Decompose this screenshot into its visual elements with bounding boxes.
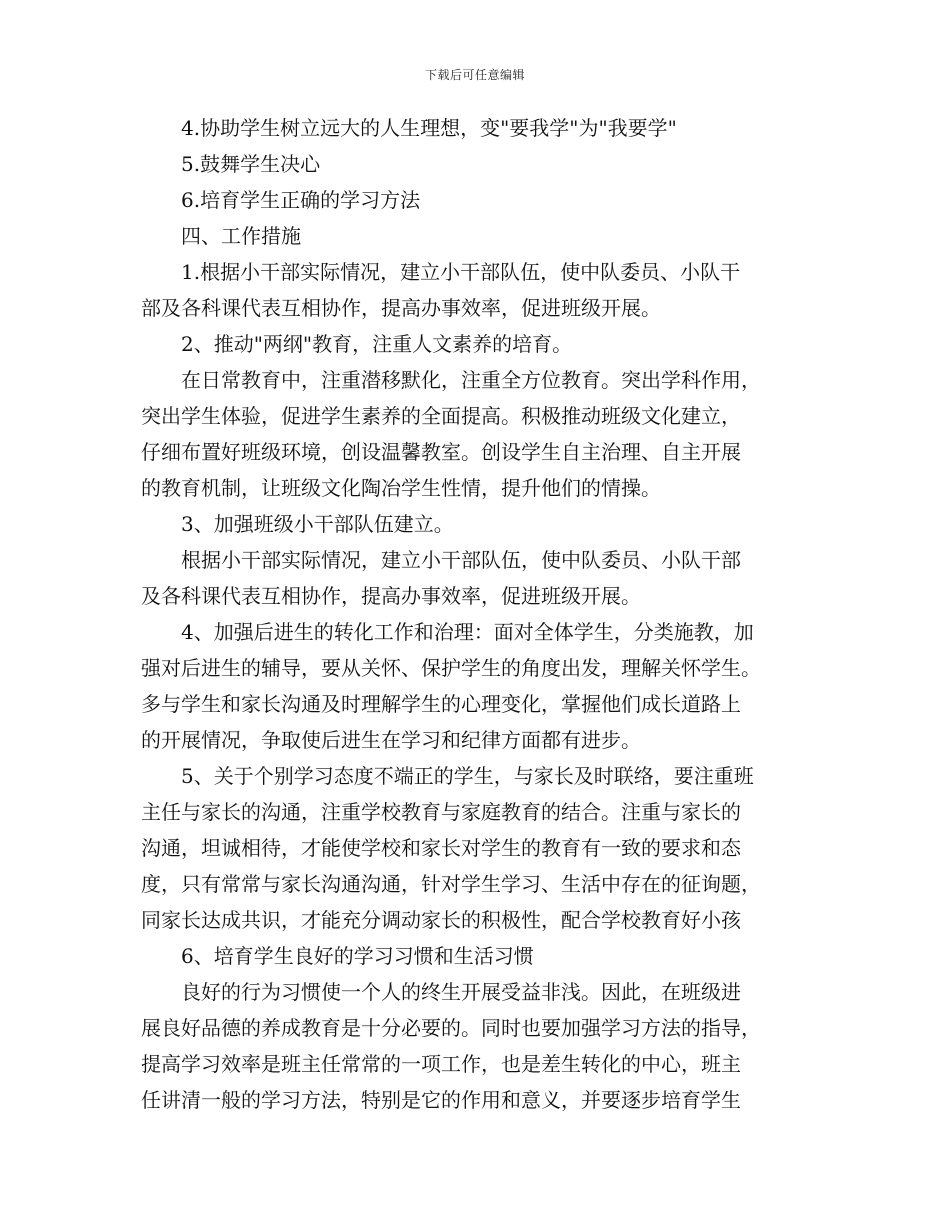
text-line: 根据小干部实际情况，建立小干部队伍，使中队委员、小队干部 bbox=[181, 548, 741, 572]
text-line: 的教育机制，让班级文化陶冶学生性情，提升他们的情操。 bbox=[141, 476, 661, 500]
text-line: 部及各科课代表互相协作，提高办事效率，促进班级开展。 bbox=[141, 296, 661, 320]
text-line: 任讲清一般的学习方法，特别是它的作用和意义，并要逐步培育学生 bbox=[141, 1088, 741, 1112]
text-line: 及各科课代表互相协作，提高办事效率，促进班级开展。 bbox=[141, 584, 641, 608]
page-header: 下载后可任意编辑 bbox=[424, 68, 525, 82]
text-line: 1.根据小干部实际情况，建立小干部队伍，使中队委员、小队干 bbox=[181, 260, 741, 284]
text-line: 2、推动"两纲"教育，注重人文素养的培育。 bbox=[181, 332, 573, 356]
text-line: 四、工作措施 bbox=[181, 224, 301, 248]
text-line: 提高学习效率是班主任常常的一项工作，也是差生转化的中心，班主 bbox=[141, 1052, 741, 1076]
text-line: 仔细布置好班级环境，创设温馨教室。创设学生自主治理、自主开展 bbox=[141, 440, 741, 464]
text-line: 5、关于个别学习态度不端正的学生，与家长及时联络，要注重班 bbox=[181, 764, 754, 788]
text-line: 主任与家长的沟通，注重学校教育与家庭教育的结合。注重与家长的 bbox=[141, 800, 741, 824]
text-line: 同家长达成共识，才能充分调动家长的积极性，配合学校教育好小孩 bbox=[141, 908, 741, 932]
text-line: 突出学生体验，促进学生素养的全面提高。积极推动班级文化建立， bbox=[141, 404, 741, 428]
text-line: 3、加强班级小干部队伍建立。 bbox=[181, 512, 454, 536]
text-line: 沟通，坦诚相待，才能使学校和家长对学生的教育有一致的要求和态 bbox=[141, 836, 741, 860]
text-line: 6、培育学生良好的学习习惯和生活习惯 bbox=[181, 944, 534, 968]
text-line: 度，只有常常与家长沟通沟通，针对学生学习、生活中存在的征询题， bbox=[141, 872, 761, 896]
text-line: 4.协助学生树立远大的人生理想，变"要我学"为"我要学" bbox=[181, 116, 677, 140]
document-body bbox=[141, 110, 821, 1118]
text-line: 良好的行为习惯使一个人的终生开展受益非浅。因此，在班级进 bbox=[181, 980, 741, 1004]
text-line: 6.培育学生正确的学习方法 bbox=[181, 188, 421, 212]
text-line: 展良好品德的养成教育是十分必要的。同时也要加强学习方法的指导， bbox=[141, 1016, 761, 1040]
text-line: 的开展情况，争取使后进生在学习和纪律方面都有进步。 bbox=[141, 728, 641, 752]
text-line: 多与学生和家长沟通及时理解学生的心理变化，掌握他们成长道路上 bbox=[141, 692, 741, 716]
text-line: 强对后进生的辅导，要从关怀、保护学生的角度出发，理解关怀学生。 bbox=[141, 656, 761, 680]
text-line: 5.鼓舞学生决心 bbox=[181, 152, 321, 176]
text-line: 在日常教育中，注重潜移默化，注重全方位教育。突出学科作用， bbox=[181, 368, 761, 392]
text-line: 4、加强后进生的转化工作和治理：面对全体学生，分类施教，加 bbox=[181, 620, 754, 644]
